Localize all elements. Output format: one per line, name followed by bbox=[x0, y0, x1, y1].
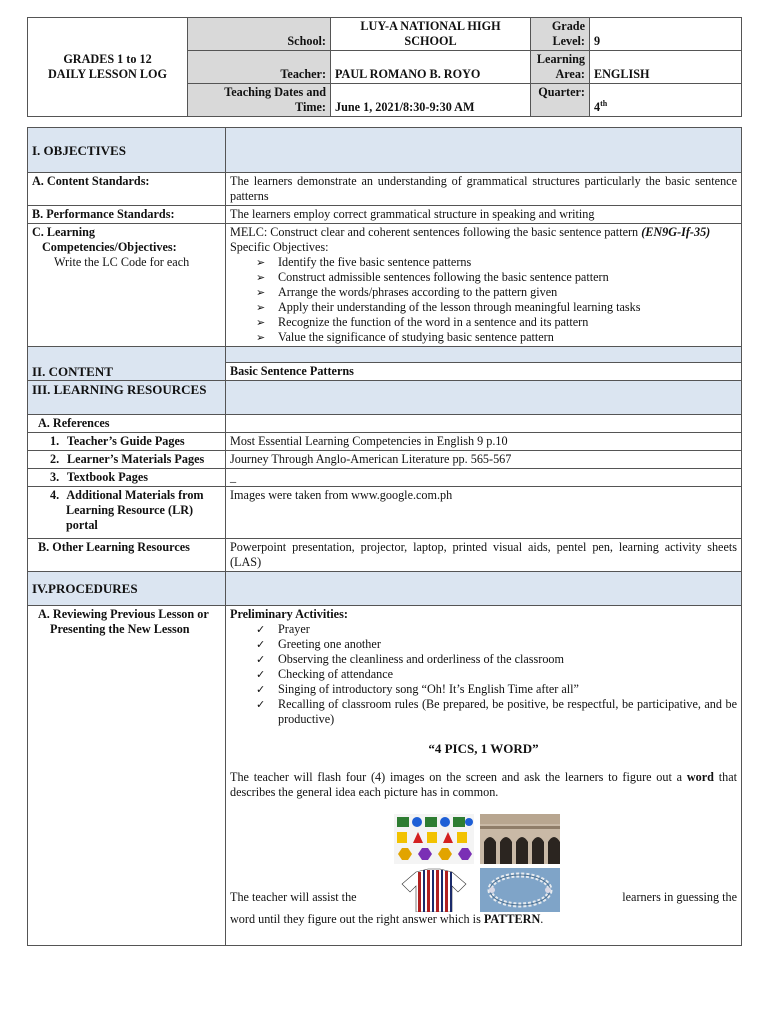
list-item: ✓ Greeting one another bbox=[256, 637, 381, 651]
teacher-label: Teacher: bbox=[188, 51, 331, 84]
learning-competencies-label: C. Learning Competencies/Objectives: Write the LC Code for each bbox=[28, 224, 226, 347]
resources-heading-filler bbox=[226, 381, 742, 415]
performance-standards-label: B. Performance Standards: bbox=[28, 206, 226, 224]
lesson-table bbox=[27, 127, 742, 946]
additional-materials-value: Images were taken from www.google.com.ph bbox=[226, 487, 742, 539]
school-value: LUY-A NATIONAL HIGH SCHOOL bbox=[331, 18, 531, 51]
dates-value: June 1, 2021/8:30-9:30 AM bbox=[331, 84, 531, 117]
flash-word: word bbox=[686, 770, 714, 784]
list-item: ➢ Construct admissible sentences following the basic sentence pattern bbox=[256, 270, 609, 284]
references-filler bbox=[226, 415, 742, 433]
list-item: ➢ Apply their understanding of the lesson through meaningful learning tasks bbox=[256, 300, 641, 314]
procedures-heading: IV.PROCEDURES bbox=[28, 572, 226, 606]
performance-standards-text: The learners employ correct grammatical structure in speaking and writing bbox=[226, 206, 742, 224]
list-item: ✓ Recalling of classroom rules (Be prepared, be positive, be respectful, be participative, and be productive) bbox=[256, 697, 737, 726]
arrow-bullet-icon: ➢ bbox=[256, 256, 266, 269]
answer-word: PATTERN bbox=[483, 912, 541, 926]
arrow-bullet-icon: ➢ bbox=[256, 271, 266, 284]
pictures-area: The teacher will assist the learners in guessing the bbox=[230, 814, 737, 912]
content-heading: II. CONTENT bbox=[28, 347, 226, 381]
flash-instructions: The teacher will flash four (4) images on the screen and ask the learners to figure out a word that describes the general idea each picture has in common. bbox=[230, 770, 738, 799]
objectives-heading: I. OBJECTIVES bbox=[28, 128, 226, 173]
melc-text: MELC: Construct clear and coherent sentences following the basic sentence pattern (EN9G-If-35) bbox=[230, 225, 711, 239]
area-value: ENGLISH bbox=[590, 51, 742, 84]
procedures-heading-filler bbox=[226, 572, 742, 606]
lc-code-note: Write the LC Code for each bbox=[54, 255, 190, 269]
preliminary-list bbox=[230, 622, 737, 727]
check-bullet-icon: ✓ bbox=[256, 638, 266, 651]
objectives-heading-filler bbox=[226, 128, 742, 173]
shapes-pattern-image bbox=[394, 814, 474, 864]
arrow-bullet-icon: ➢ bbox=[256, 301, 266, 314]
list-item: ➢ Identify the five basic sentence patterns bbox=[256, 255, 472, 269]
content-standards-label: A. Content Standards: bbox=[28, 173, 226, 206]
list-item: ✓ Observing the cleanliness and orderliness of the classroom bbox=[256, 652, 564, 666]
log-title: GRADES 1 to 12 DAILY LESSON LOG bbox=[28, 18, 188, 117]
teachers-guide-label: 1. Teacher’s Guide Pages bbox=[28, 433, 226, 451]
arrow-bullet-icon: ➢ bbox=[256, 286, 266, 299]
specific-objectives-list bbox=[230, 255, 737, 345]
list-item: ➢ Recognize the function of the word in a sentence and its pattern bbox=[256, 315, 589, 329]
check-bullet-icon: ✓ bbox=[256, 623, 266, 636]
list-item: ✓ Singing of introductory song “Oh! It’s English Time after all” bbox=[256, 682, 579, 696]
specific-objectives-label: Specific Objectives: bbox=[230, 240, 329, 254]
textbook-pages-label: 3. Textbook Pages bbox=[28, 469, 226, 487]
dates-label: Teaching Dates and Time: bbox=[188, 84, 331, 117]
review-label: A. Reviewing Previous Lesson or Presenting the New Lesson bbox=[28, 606, 226, 946]
arrow-bullet-icon: ➢ bbox=[256, 316, 266, 329]
additional-materials-label: 4. Additional Materials from Learning Resource (LR) portal bbox=[28, 487, 226, 539]
learners-materials-value: Journey Through Anglo-American Literature pp. 565-567 bbox=[226, 451, 742, 469]
check-bullet-icon: ✓ bbox=[256, 653, 266, 666]
grade-label: Grade Level: bbox=[531, 18, 590, 51]
grade-value: 9 bbox=[590, 18, 742, 51]
header-table bbox=[27, 17, 742, 117]
bracelet-image bbox=[480, 868, 560, 912]
list-item: ✓ Prayer bbox=[256, 622, 310, 636]
assist-instructions: word until they figure out the right answer which is PATTERN. bbox=[230, 912, 544, 926]
list-item: ➢ Value the significance of studying basic sentence pattern bbox=[256, 330, 554, 344]
check-bullet-icon: ✓ bbox=[256, 668, 266, 681]
content-blue-strip bbox=[226, 347, 741, 363]
list-item: ✓ Checking of attendance bbox=[256, 667, 394, 681]
striped-shirt-image bbox=[394, 868, 474, 912]
resources-heading: III. LEARNING RESOURCES bbox=[28, 381, 226, 415]
check-bullet-icon: ✓ bbox=[256, 683, 266, 696]
review-content bbox=[226, 606, 742, 946]
melc-code: (EN9G-If-35) bbox=[641, 225, 711, 239]
quarter-sup: th bbox=[600, 98, 608, 108]
other-resources-value: Powerpoint presentation, projector, laptop, printed visual aids, pentel pen, learning activity sheets (LAS) bbox=[226, 539, 742, 572]
learners-materials-label: 2. Learner’s Materials Pages bbox=[28, 451, 226, 469]
references-label: A. References bbox=[28, 415, 226, 433]
arches-pattern-image bbox=[480, 814, 560, 864]
quarter-value: 4th bbox=[590, 84, 742, 117]
game-title: “4 PICS, 1 WORD” bbox=[428, 741, 539, 756]
quarter-label: Quarter: bbox=[531, 84, 590, 117]
teachers-guide-value: Most Essential Learning Competencies in English 9 p.10 bbox=[226, 433, 742, 451]
preliminary-label: Preliminary Activities: bbox=[230, 607, 348, 621]
arrow-bullet-icon: ➢ bbox=[256, 331, 266, 344]
content-value: Basic Sentence Patterns bbox=[230, 364, 354, 378]
check-bullet-icon: ✓ bbox=[256, 698, 266, 711]
learning-competencies-text bbox=[226, 224, 742, 347]
list-item: ➢ Arrange the words/phrases according to the pattern given bbox=[256, 285, 558, 299]
teacher-value: PAUL ROMANO B. ROYO bbox=[331, 51, 531, 84]
other-resources-label: B. Other Learning Resources bbox=[28, 539, 226, 572]
textbook-pages-value: _ bbox=[226, 469, 742, 487]
content-standards-text: The learners demonstrate an understanding of grammatical structures particularly the basic sentence patterns bbox=[226, 173, 742, 206]
content-cell bbox=[226, 347, 742, 381]
school-label: School: bbox=[188, 18, 331, 51]
area-label: Learning Area: bbox=[531, 51, 590, 84]
